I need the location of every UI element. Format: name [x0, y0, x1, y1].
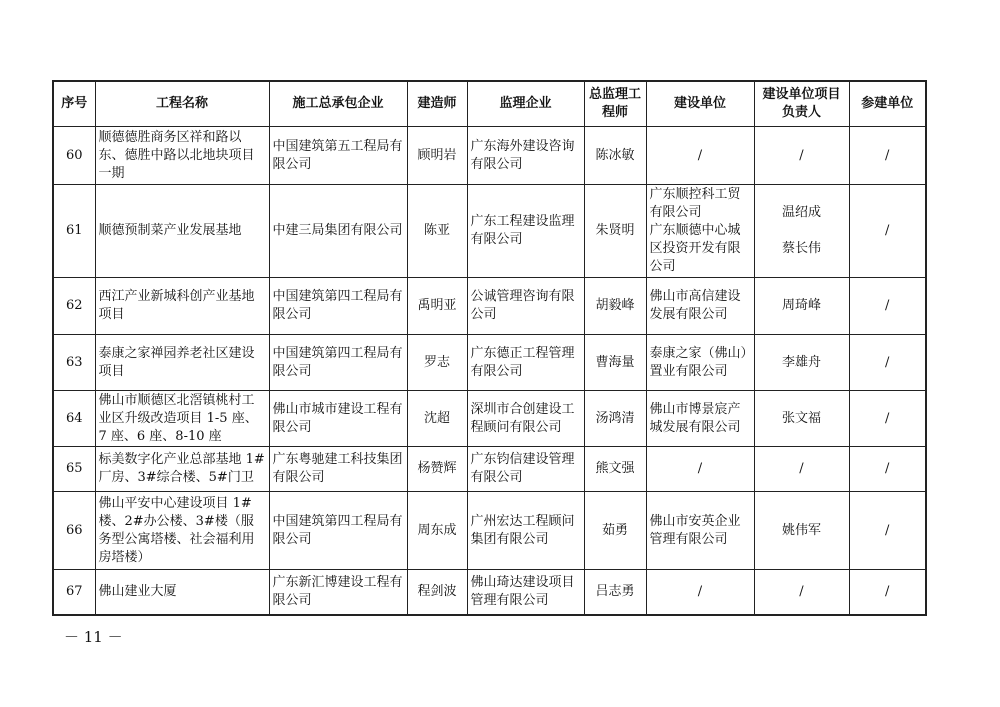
participant-unit: / [849, 278, 926, 335]
builder: 禹明亚 [407, 278, 467, 335]
owner-project-lead-item: 温绍成 [781, 205, 821, 220]
supervisor: 公诚管理咨询有限公司 [467, 278, 584, 335]
table-row [53, 391, 926, 447]
table-row [53, 335, 926, 391]
header-name: 工程名称 [95, 81, 269, 127]
contractor: 中国建筑第四工程局有限公司 [269, 492, 407, 570]
table-row [53, 127, 926, 185]
owner-project-lead [754, 492, 849, 570]
row-no: 63 [53, 335, 95, 391]
chief-supervisor: 熊文强 [584, 447, 646, 492]
row-no: 66 [53, 492, 95, 570]
participant-unit: / [849, 447, 926, 492]
supervisor: 广东德正工程管理有限公司 [467, 335, 584, 391]
owner-project-lead-item: 姚伟军 [781, 522, 821, 538]
supervisor: 广东钧信建设管理有限公司 [467, 447, 584, 492]
table-row [53, 570, 926, 615]
owner-unit [646, 447, 754, 492]
owner-unit [646, 185, 754, 278]
row-no: 60 [53, 127, 95, 185]
header-row [53, 81, 926, 127]
owner-project-lead-item: / [799, 583, 804, 599]
table-body [53, 127, 926, 615]
builder: 沈超 [407, 391, 467, 447]
header-contractor: 施工总承包企业 [269, 81, 407, 127]
participant-unit: / [849, 570, 926, 615]
owner-project-lead-item: / [799, 147, 804, 163]
owner-unit [646, 391, 754, 447]
owner-unit-item: 佛山市安英企业管理有限公司 [649, 513, 741, 547]
row-no: 65 [53, 447, 95, 492]
owner-project-lead-item: 李雄舟 [781, 354, 821, 370]
project-name: 泰康之家禅园养老社区建设项目 [95, 335, 269, 391]
owner-unit-item: 佛山市博景宸产城发展有限公司 [649, 401, 741, 435]
chief-supervisor: 陈冰敏 [584, 127, 646, 185]
header-supervisor: 监理企业 [467, 81, 584, 127]
header-participant: 参建单位 [849, 81, 926, 127]
builder: 罗志 [407, 335, 467, 391]
project-name: 佛山市顺德区北滘镇桃村工业区升级改造项目 1-5 座、7 座、6 座、8-10 座 [95, 391, 269, 447]
owner-project-lead [754, 335, 849, 391]
owner-unit-item: / [697, 461, 703, 476]
contractor: 佛山市城市建设工程有限公司 [269, 391, 407, 447]
owner-project-lead [754, 570, 849, 615]
owner-unit [646, 492, 754, 570]
chief-supervisor: 胡毅峰 [584, 278, 646, 335]
chief-supervisor: 汤鸿清 [584, 391, 646, 447]
owner-project-lead [754, 391, 849, 447]
owner-project-lead [754, 447, 849, 492]
builder: 程剑波 [407, 570, 467, 615]
table-row [53, 185, 926, 278]
supervisor: 广州宏达工程顾问集团有限公司 [467, 492, 584, 570]
table-row [53, 278, 926, 335]
participant-unit: / [849, 127, 926, 185]
project-name: 西江产业新城科创产业基地项目 [95, 278, 269, 335]
chief-supervisor: 吕志勇 [584, 570, 646, 615]
project-name: 顺德预制菜产业发展基地 [95, 185, 269, 278]
table-row [53, 447, 926, 492]
owner-unit-item: 广东顺德中心城区投资开发有限公司 [649, 223, 741, 274]
contractor: 中建三局集团有限公司 [269, 185, 407, 278]
contractor: 广东新汇博建设工程有限公司 [269, 570, 407, 615]
participant-unit: / [849, 391, 926, 447]
contractor: 中国建筑第四工程局有限公司 [269, 278, 407, 335]
owner-unit-item: / [697, 583, 703, 599]
builder: 周东成 [407, 492, 467, 570]
header-owner-lead: 建设单位项目负责人 [754, 81, 849, 127]
owner-project-lead-item: 蔡长伟 [781, 241, 821, 256]
owner-unit [646, 278, 754, 335]
participant-unit: / [849, 335, 926, 391]
owner-project-lead-item: / [799, 461, 804, 476]
project-name: 佛山建业大厦 [95, 570, 269, 615]
chief-supervisor: 茹勇 [584, 492, 646, 570]
builder: 顾明岩 [407, 127, 467, 185]
participant-unit: / [849, 492, 926, 570]
row-no: 62 [53, 278, 95, 335]
page-number: － 11 － [64, 628, 123, 646]
participant-unit: / [849, 185, 926, 278]
supervisor: 佛山琦达建设项目管理有限公司 [467, 570, 584, 615]
owner-unit [646, 570, 754, 615]
header-no: 序号 [53, 81, 95, 127]
chief-supervisor: 曹海量 [584, 335, 646, 391]
contractor: 中国建筑第五工程局有限公司 [269, 127, 407, 185]
owner-unit-item: 佛山市高信建设发展有限公司 [649, 289, 741, 322]
table-row [53, 492, 926, 570]
supervisor: 广东工程建设监理有限公司 [467, 185, 584, 278]
owner-unit [646, 335, 754, 391]
supervisor: 广东海外建设咨询有限公司 [467, 127, 584, 185]
chief-supervisor: 朱贤明 [584, 185, 646, 278]
project-name: 顺德德胜商务区祥和路以东、德胜中路以北地块项目一期 [95, 127, 269, 185]
builder: 杨赞辉 [407, 447, 467, 492]
owner-unit-item: / [697, 147, 703, 163]
project-table [52, 80, 927, 616]
owner-project-lead-item: 张文福 [781, 410, 821, 426]
row-no: 67 [53, 570, 95, 615]
owner-project-lead-item: 周琦峰 [781, 298, 821, 313]
project-name: 佛山平安中心建设项目 1#楼、2#办公楼、3#楼（服务型公寓塔楼、社会福利用房塔楼） [95, 492, 269, 570]
row-no: 61 [53, 185, 95, 278]
owner-unit-item: 广东顺控科工贸有限公司 [649, 187, 741, 220]
project-name: 标美数字化产业总部基地 1#厂房、3#综合楼、5#门卫 [95, 447, 269, 492]
owner-project-lead [754, 185, 849, 278]
owner-unit [646, 127, 754, 185]
owner-project-lead [754, 127, 849, 185]
supervisor: 深圳市合创建设工程顾问有限公司 [467, 391, 584, 447]
owner-unit-item: 泰康之家（佛山）置业有限公司 [649, 345, 748, 379]
owner-project-lead [754, 278, 849, 335]
contractor: 广东粤驰建工科技集团有限公司 [269, 447, 407, 492]
contractor: 中国建筑第四工程局有限公司 [269, 335, 407, 391]
row-no: 64 [53, 391, 95, 447]
header-chief: 总监理工程师 [584, 81, 646, 127]
header-builder: 建造师 [407, 81, 467, 127]
builder: 陈亚 [407, 185, 467, 278]
header-owner: 建设单位 [646, 81, 754, 127]
